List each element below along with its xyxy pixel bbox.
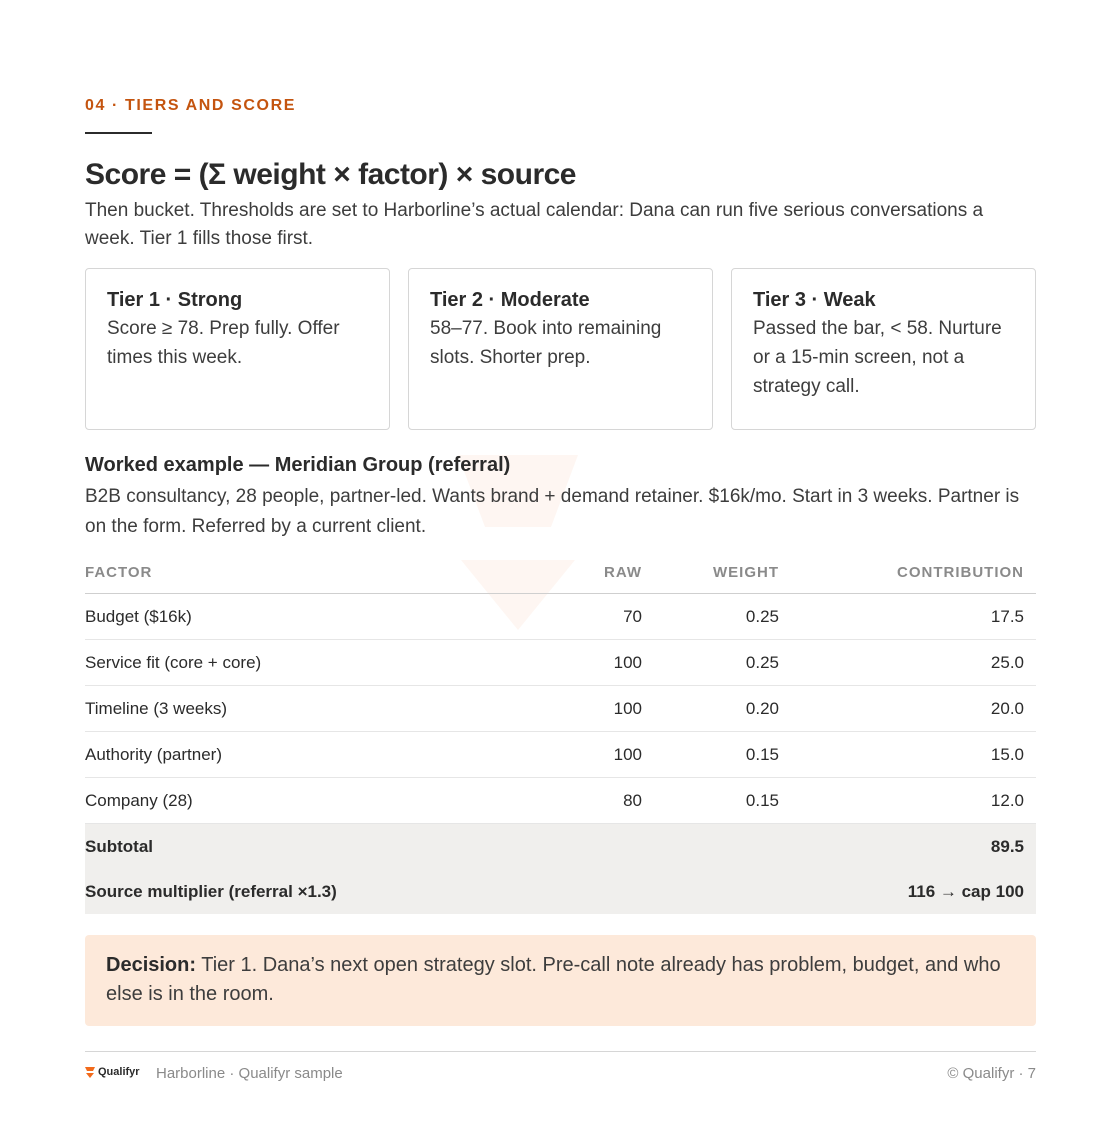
tier-title: Tier 1 · Strong bbox=[107, 289, 243, 311]
tier-card-2 bbox=[408, 268, 713, 430]
table-row bbox=[85, 640, 1036, 686]
table-row bbox=[85, 778, 1036, 824]
tier-description: Score ≥ 78. Prep fully. Offer times this week. bbox=[107, 318, 340, 368]
header-weight: WEIGHT bbox=[642, 552, 779, 594]
cell-factor: Timeline (3 weeks) bbox=[85, 686, 505, 732]
example-description: B2B consultancy, 28 people, partner-led. Wants brand + demand retainer. $16k/mo. Start in 3 weeks. Partner is on the form. Referred by a current client. bbox=[85, 486, 1020, 537]
cell-factor: Service fit (core + core) bbox=[85, 640, 505, 686]
section-lede: Then bucket. Thresholds are set to Harborline’s actual calendar: Dana can run five serious conversations a week. Tier 1 fills those first. bbox=[85, 200, 984, 249]
page-title: Score = (Σ weight × factor) × source bbox=[85, 158, 576, 191]
cell-raw: 100 bbox=[505, 640, 642, 686]
cell-contribution: 12.0 bbox=[779, 778, 1036, 824]
cell-weight: 0.20 bbox=[642, 686, 779, 732]
cell-weight: 0.15 bbox=[642, 778, 779, 824]
score-table bbox=[85, 552, 1036, 914]
cell-raw: 70 bbox=[505, 594, 642, 640]
tier-title: Tier 3 · Weak bbox=[753, 289, 876, 311]
subtotal-label: Subtotal bbox=[85, 824, 505, 870]
subtotal-value: 89.5 bbox=[779, 824, 1036, 870]
multiplier-value: 116 → cap 100 bbox=[779, 869, 1036, 914]
cell-weight: 0.25 bbox=[642, 594, 779, 640]
cell-factor: Company (28) bbox=[85, 778, 505, 824]
tier-description: Passed the bar, < 58. Nurture or a 15-min screen, not a strategy call. bbox=[753, 318, 1002, 397]
table-row bbox=[85, 686, 1036, 732]
header-contribution: CONTRIBUTION bbox=[779, 552, 1036, 594]
cell-contribution: 20.0 bbox=[779, 686, 1036, 732]
cell-contribution: 25.0 bbox=[779, 640, 1036, 686]
table-row bbox=[85, 732, 1036, 778]
cell-contribution: 17.5 bbox=[779, 594, 1036, 640]
cell-factor: Authority (partner) bbox=[85, 732, 505, 778]
subtotal-row bbox=[85, 824, 1036, 870]
cell-raw: 100 bbox=[505, 686, 642, 732]
footer-divider bbox=[85, 1051, 1036, 1052]
cell-raw: 80 bbox=[505, 778, 642, 824]
brand-logo bbox=[85, 1066, 140, 1078]
table-header-row bbox=[85, 552, 1036, 594]
tier-card-3 bbox=[731, 268, 1036, 430]
tier-card-1 bbox=[85, 268, 390, 430]
cell-contribution: 15.0 bbox=[779, 732, 1036, 778]
cell-weight: 0.25 bbox=[642, 640, 779, 686]
qualifyr-logo-icon bbox=[85, 1067, 95, 1078]
cell-weight: 0.15 bbox=[642, 732, 779, 778]
header-factor: FACTOR bbox=[85, 552, 505, 594]
footer-source: Harborline · Qualifyr sample bbox=[156, 1065, 343, 1082]
table-row bbox=[85, 594, 1036, 640]
section-eyebrow: 04 · TIERS AND SCORE bbox=[85, 97, 296, 114]
decision-callout bbox=[85, 935, 1036, 1026]
multiplier-label: Source multiplier (referral ×1.3) bbox=[85, 869, 642, 914]
tier-description: 58–77. Book into remaining slots. Shorter prep. bbox=[430, 318, 662, 368]
decision-label: Decision: bbox=[106, 954, 197, 976]
decision-text: Tier 1. Dana’s next open strategy slot. Pre-call note already has problem, budget, and who else is in the room. bbox=[106, 954, 1001, 1005]
brand-name: Qualifyr bbox=[98, 1066, 140, 1078]
tier-cards bbox=[85, 268, 1036, 430]
cell-factor: Budget ($16k) bbox=[85, 594, 505, 640]
page-number: © Qualifyr · 7 bbox=[947, 1065, 1036, 1082]
eyebrow-divider bbox=[85, 132, 152, 134]
example-title: Worked example — Meridian Group (referral) bbox=[85, 454, 511, 476]
cell-raw: 100 bbox=[505, 732, 642, 778]
header-raw: RAW bbox=[505, 552, 642, 594]
footer bbox=[85, 1063, 1036, 1085]
tier-title: Tier 2 · Moderate bbox=[430, 289, 590, 311]
multiplier-row bbox=[85, 869, 1036, 914]
